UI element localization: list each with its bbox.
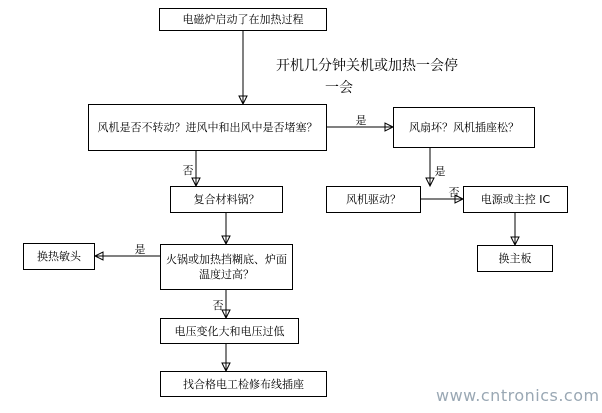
node-replace-mainboard[interactable]	[477, 245, 553, 272]
edge-label-fanbad-yes: 是	[434, 165, 446, 178]
edge-label-fan-yes: 是	[355, 114, 367, 127]
node-call-electrician[interactable]	[160, 371, 327, 397]
node-fan-driver[interactable]	[326, 186, 421, 213]
edge-label-fan-no: 否	[182, 164, 194, 177]
node-fan-check[interactable]	[88, 104, 327, 151]
node-composite-pot-label: 复合材料锅？	[193, 193, 260, 206]
node-start[interactable]	[159, 8, 327, 31]
node-overheat-check[interactable]	[160, 244, 293, 290]
node-fan-broken[interactable]	[393, 107, 535, 148]
node-voltage-issue-label: 电压变化大和电压过低	[174, 324, 285, 338]
node-overheat-check-label: 火锅或加热挡糊底、炉面温度过高？	[166, 253, 287, 281]
node-fan-driver-label: 风机驱动？	[346, 193, 401, 206]
node-replace-thermistor-label: 换热敏头	[37, 250, 81, 263]
subtitle-line-2: 一会	[325, 80, 353, 96]
node-composite-pot[interactable]	[170, 186, 283, 213]
node-start-label: 电磁炉启动了在加热过程	[182, 13, 304, 26]
node-fan-check-label: 风机是否不转动？进风中和出风中是否堵塞？	[97, 121, 318, 134]
edge-label-hotpot-no: 否	[212, 299, 224, 312]
edge-label-hotpot-yes: 是	[134, 243, 146, 256]
site-watermark: www.cntronics.com	[436, 386, 600, 405]
node-call-electrician-label: 找合格电工检修布线插座	[183, 377, 304, 391]
node-replace-mainboard-label: 换主板	[498, 252, 532, 265]
node-power-ic[interactable]	[463, 186, 568, 213]
node-voltage-issue[interactable]	[160, 318, 299, 344]
node-power-ic-label: 电源或主控 IC	[480, 193, 551, 206]
node-replace-thermistor[interactable]	[23, 243, 95, 270]
node-fan-broken-label: 风扇坏？风机插座松？	[409, 121, 519, 134]
edge-label-fandrv-no: 否	[448, 186, 460, 199]
subtitle-line-1: 开机几分钟关机或加热一会停	[276, 58, 458, 74]
